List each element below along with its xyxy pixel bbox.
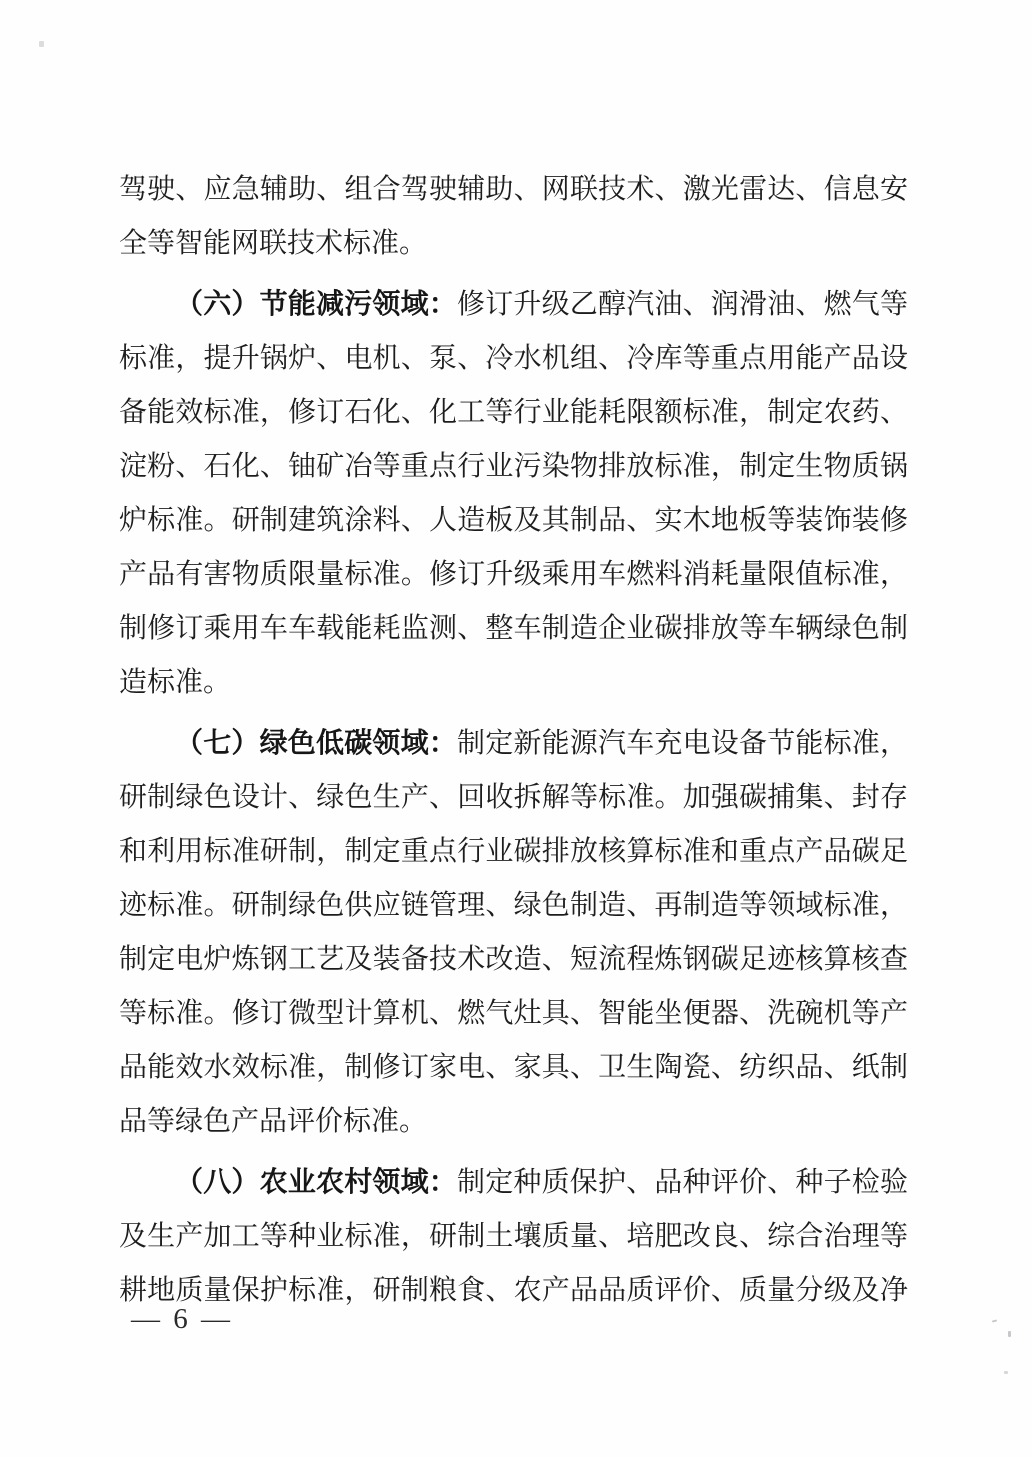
- section-heading-rest: 制定种质保护、品种评价、种子检验: [457, 1167, 908, 1198]
- text-line: 品等绿色产品评价标准。: [119, 1106, 428, 1137]
- section-heading-rest: 制定新能源汽车充电设备节能标准，: [457, 728, 908, 759]
- text-line: 炉标准。研制建筑涂料、人造板及其制品、实木地板等装饰装修: [119, 505, 908, 536]
- paragraph-section-8: [119, 1156, 908, 1318]
- text-line: 标准，提升锅炉、电机、泵、冷水机组、冷库等重点用能产品设: [119, 343, 908, 374]
- text-line: 及生产加工等种业标准，研制土壤质量、培肥改良、综合治理等: [119, 1221, 908, 1252]
- section-heading: （八）农业农村领域：: [175, 1167, 457, 1198]
- section-heading: （六）节能减污领域：: [175, 289, 457, 320]
- page-number: — 6 —: [131, 1303, 233, 1335]
- text-line: [119, 1156, 908, 1210]
- text-line: 品能效水效标准，制修订家电、家具、卫生陶瓷、纺织品、纸制: [119, 1052, 908, 1083]
- paragraph-continuation: [119, 163, 908, 271]
- scan-artifact: [1008, 1331, 1011, 1337]
- scan-artifact: [39, 41, 44, 47]
- text-line: 制修订乘用车车载能耗监测、整车制造企业碳排放等车辆绿色制: [119, 613, 908, 644]
- paragraph-section-6: [119, 278, 908, 710]
- text-line: [119, 717, 908, 771]
- text-line: [119, 278, 908, 332]
- section-heading-rest: 修订升级乙醇汽油、润滑油、燃气等: [457, 289, 908, 320]
- scan-artifact: [1004, 1371, 1008, 1374]
- text-line: 淀粉、石化、铀矿冶等重点行业污染物排放标准，制定生物质锅: [119, 451, 908, 482]
- text-line: 产品有害物质限量标准。修订升级乘用车燃料消耗量限值标准，: [119, 559, 908, 590]
- text-line: 制定电炉炼钢工艺及装备技术改造、短流程炼钢碳足迹核算核查: [119, 944, 908, 975]
- text-line: 等标准。修订微型计算机、燃气灶具、智能坐便器、洗碗机等产: [119, 998, 908, 1029]
- text-line: 迹标准。研制绿色供应链管理、绿色制造、再制造等领域标准，: [119, 890, 908, 921]
- section-heading: （七）绿色低碳领域：: [175, 728, 457, 759]
- text-line: 研制绿色设计、绿色生产、回收拆解等标准。加强碳捕集、封存: [119, 782, 908, 813]
- paragraph-section-7: [119, 717, 908, 1149]
- text-line: 驾驶、应急辅助、组合驾驶辅助、网联技术、激光雷达、信息安: [119, 174, 908, 205]
- text-line: 备能效标准，修订石化、化工等行业能耗限额标准，制定农药、: [119, 397, 908, 428]
- scan-artifact: [992, 1320, 997, 1323]
- text-line: 全等智能网联技术标准。: [119, 228, 428, 259]
- text-line: 造标准。: [119, 667, 232, 698]
- text-line: 耕地质量保护标准，研制粮食、农产品品质评价、质量分级及净: [119, 1275, 908, 1306]
- text-line: 和利用标准研制，制定重点行业碳排放核算标准和重点产品碳足: [119, 836, 908, 867]
- document-body: [119, 163, 908, 1318]
